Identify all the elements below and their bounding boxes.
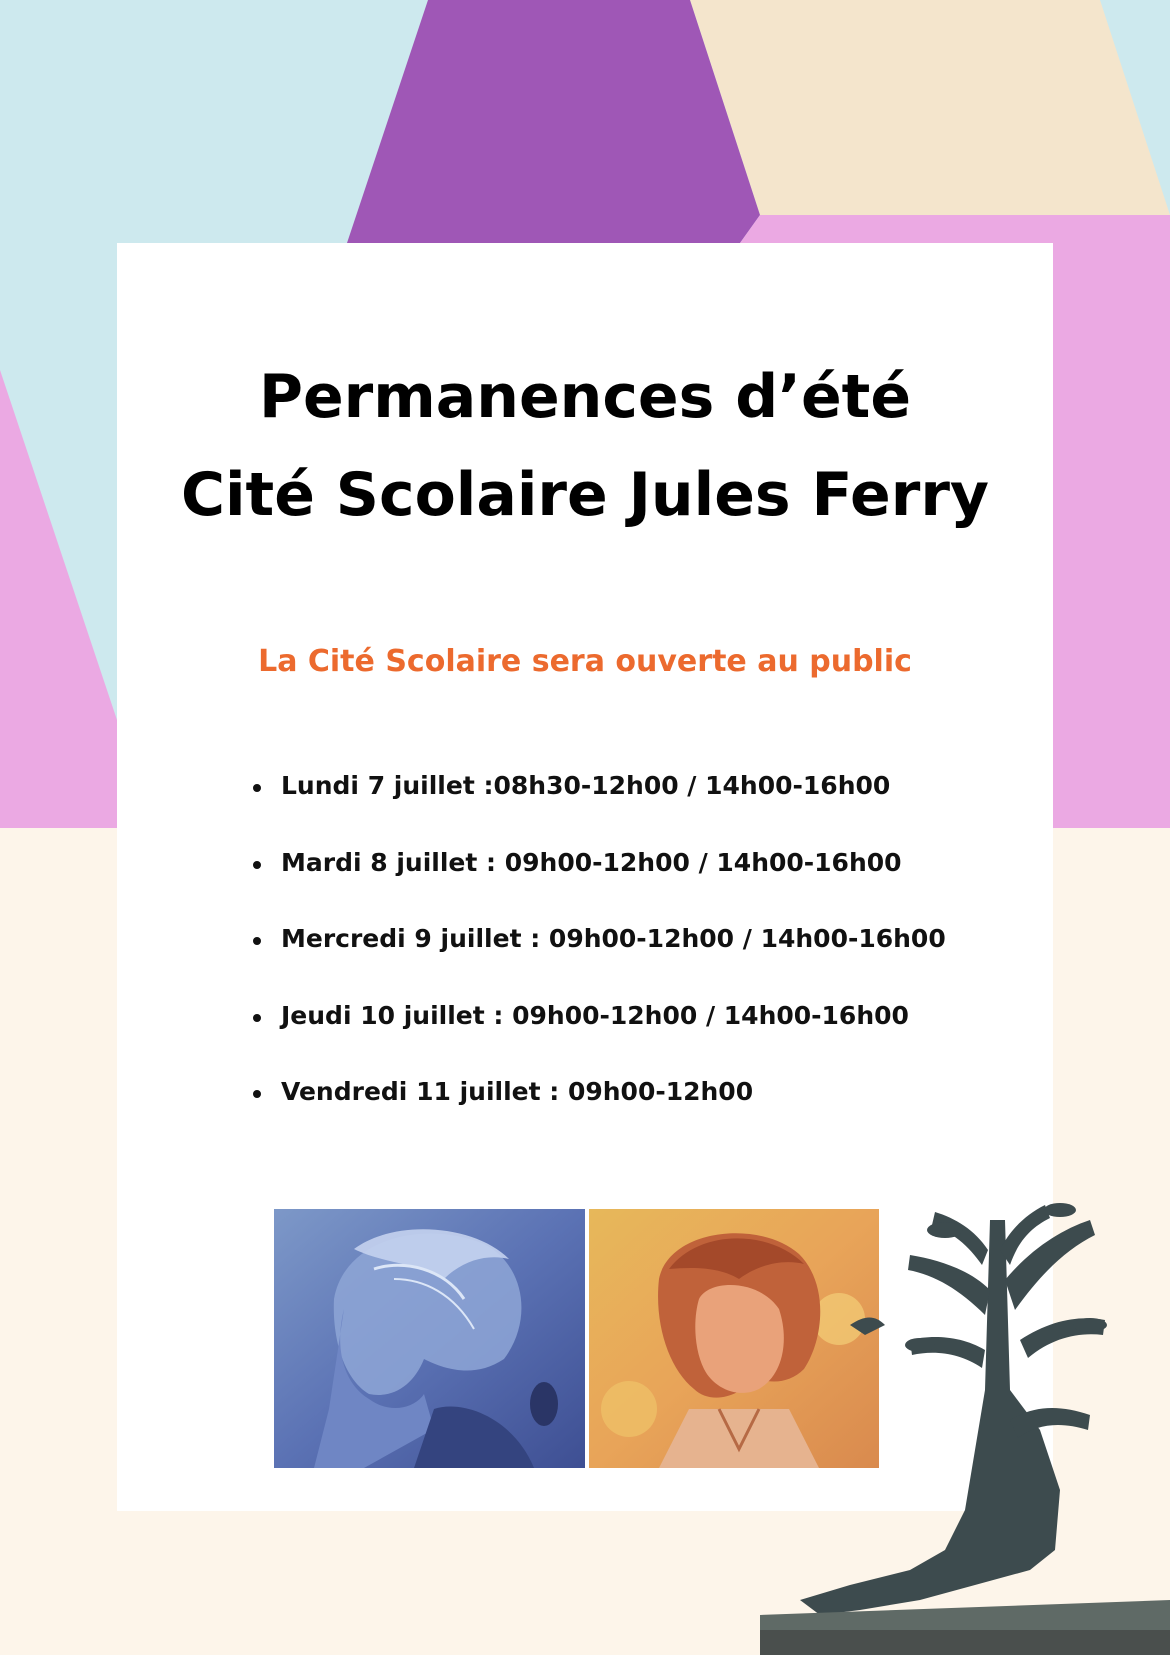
statue-image xyxy=(760,1190,1170,1655)
poster-subtitle: La Cité Scolaire sera ouverte au public xyxy=(258,644,912,679)
title-line-1: Permanences d’été xyxy=(258,362,912,433)
schedule-item: Mercredi 9 juillet : 09h00-12h00 / 14h00-16h00 xyxy=(248,919,946,996)
beige-shape xyxy=(690,0,1170,215)
schedule-item: Vendredi 11 juillet : 09h00-12h00 xyxy=(248,1072,946,1149)
schedule-item: Jeudi 10 juillet : 09h00-12h00 / 14h00-16h00 xyxy=(248,996,946,1073)
blue-portrait-image xyxy=(274,1209,585,1468)
title-line-2: Cité Scolaire Jules Ferry xyxy=(180,460,990,531)
schedule-item: Mardi 8 juillet : 09h00-12h00 / 14h00-16h00 xyxy=(248,843,946,920)
poster-title xyxy=(117,348,1053,544)
schedule-list xyxy=(248,766,946,1149)
schedule-item: Lundi 7 juillet :08h30-12h00 / 14h00-16h00 xyxy=(248,766,946,843)
